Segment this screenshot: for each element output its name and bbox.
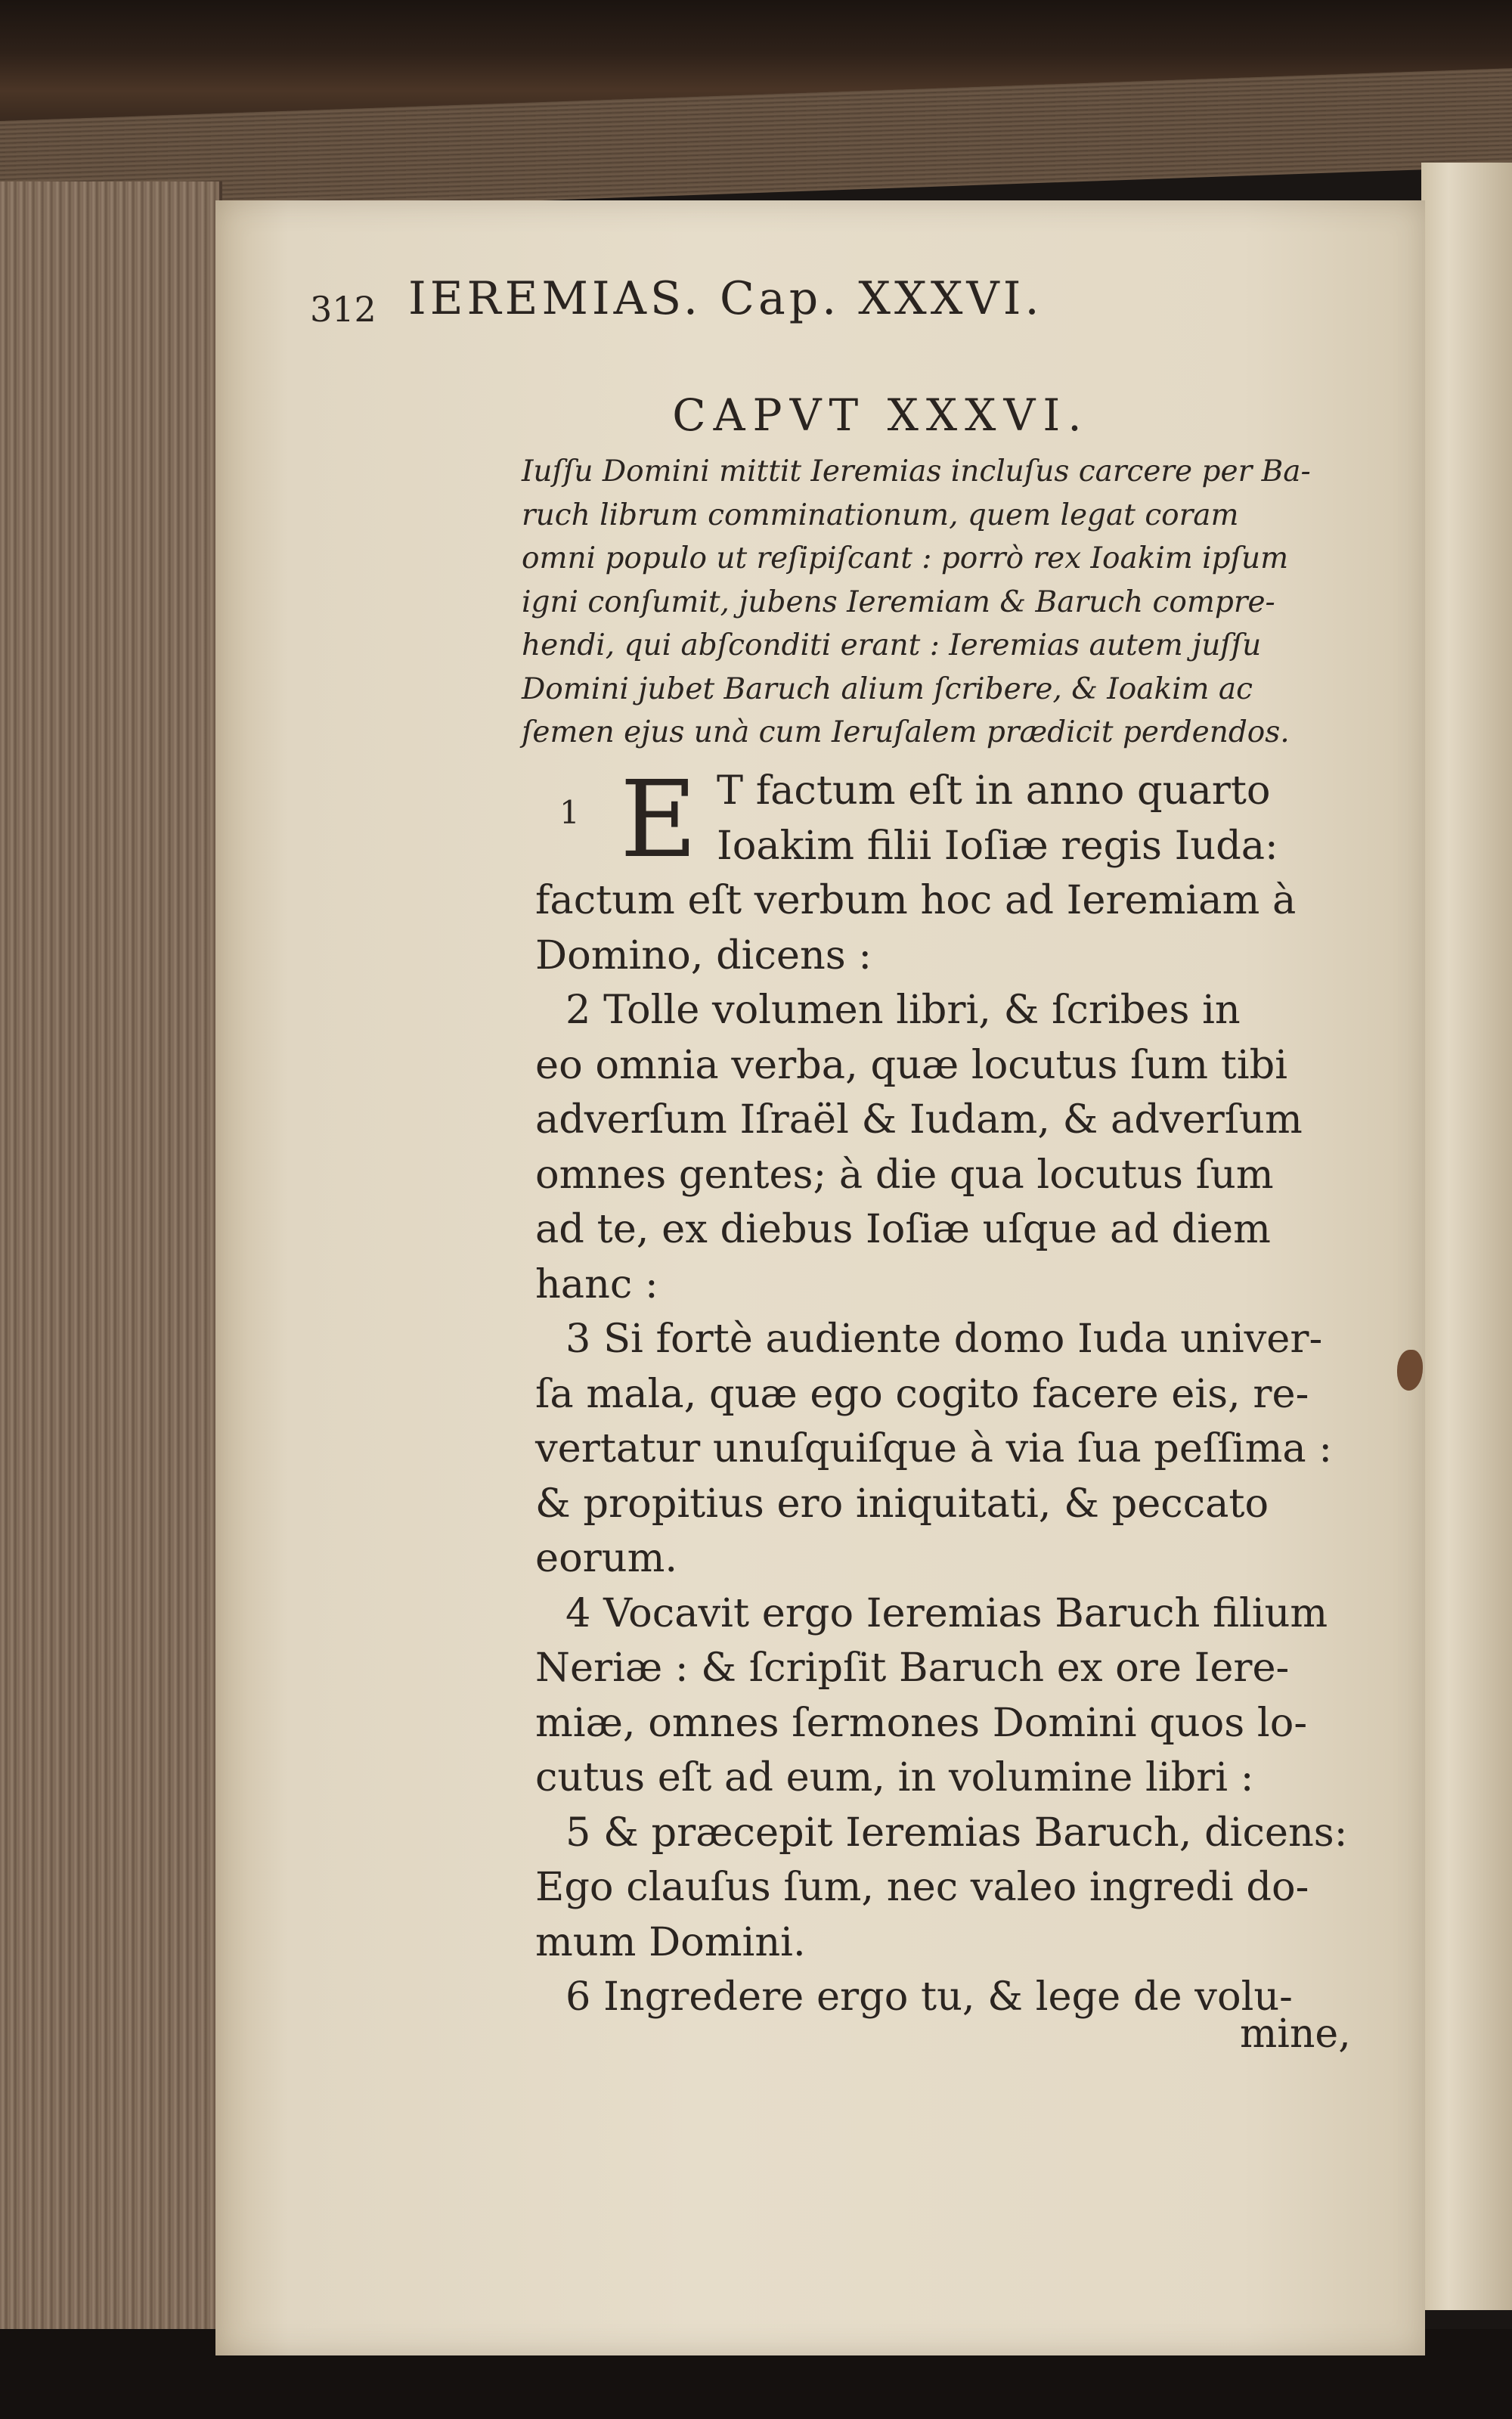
body-text	[535, 758, 1378, 2025]
book-page-stack-left	[0, 181, 222, 2329]
body-line: cutus eſt ad eum, in volumine libri :	[535, 1754, 1254, 1800]
body-line: vertatur unuſquiſque à via ſua peſſima :	[535, 1425, 1333, 1472]
summary-line: ſemen ejus unà cum Ieruſalem prædicit perdendos.	[522, 715, 1290, 749]
body-line: eo omnia verba, quæ locutus ſum tibi	[535, 1041, 1288, 1088]
page-number: 312	[310, 289, 376, 330]
body-line: ad te, ex diebus Ioſiæ uſque ad diem	[535, 1206, 1271, 1252]
summary-line: hendi, qui abſconditi erant : Ieremias autem juſſu	[522, 628, 1262, 662]
summary-line: omni populo ut reſipiſcant : porrò rex Ioakim ipſum	[522, 541, 1289, 575]
summary-line: Iuſſu Domini mittit Ieremias incluſus carcere per Ba-	[522, 454, 1311, 488]
body-line: factum eſt verbum hoc ad Ieremiam à	[535, 877, 1297, 923]
body-line: T factum eſt in anno quarto	[717, 768, 1271, 814]
body-line: Domino, dicens :	[535, 932, 872, 978]
verse-number: 1	[559, 794, 580, 831]
summary-line: igni conſumit, jubens Ieremiam & Baruch compre-	[522, 585, 1275, 619]
body-line: miæ, omnes ſermones Domini quos lo-	[535, 1699, 1308, 1746]
body-line: & propitius ero iniquitati, & peccato	[535, 1480, 1269, 1527]
summary-line: ruch librum comminationum, quem legat coram	[522, 498, 1239, 532]
body-line: 5 & præcepit Ieremias Baruch, dicens:	[565, 1809, 1348, 1856]
body-line: 6 Ingredere ergo tu, & lege de volu-	[565, 1974, 1293, 2020]
body-line: mum Domini.	[535, 1918, 806, 1965]
body-line: ſa mala, quæ ego cogito facere eis, re-	[535, 1370, 1309, 1417]
body-line: 2 Tolle volumen libri, & ſcribes in	[565, 987, 1241, 1033]
body-line: Neriæ : & ſcripſit Baruch ex ore Iere-	[535, 1645, 1290, 1691]
page-header	[310, 272, 1285, 333]
body-line: Ego clauſus ſum, nec valeo ingredi do-	[535, 1864, 1309, 1910]
facing-page-edge	[1421, 163, 1512, 2310]
body-line: adverſum Iſraël & Iudam, & adverſum	[535, 1096, 1303, 1143]
body-line: Ioakim filii Ioſiæ regis Iuda:	[717, 822, 1278, 869]
summary-line: Domini jubet Baruch alium ſcribere, & Ioakim ac	[522, 671, 1253, 706]
drop-cap: E	[620, 758, 698, 882]
body-line: hanc :	[535, 1261, 658, 1307]
running-head: IEREMIAS. Cap. XXXVI.	[408, 272, 1043, 325]
body-line: omnes gentes; à die qua locutus ſum	[535, 1151, 1274, 1198]
chapter-summary	[522, 450, 1361, 755]
body-line: eorum.	[535, 1535, 678, 1581]
body-line: 4 Vocavit ergo Ieremias Baruch filium	[565, 1589, 1328, 1636]
chapter-title: CAPVT XXXVI.	[672, 389, 1089, 441]
body-line: 3 Si fortè audiente domo Iuda univer-	[565, 1316, 1323, 1362]
catchword: mine,	[1240, 2011, 1351, 2057]
